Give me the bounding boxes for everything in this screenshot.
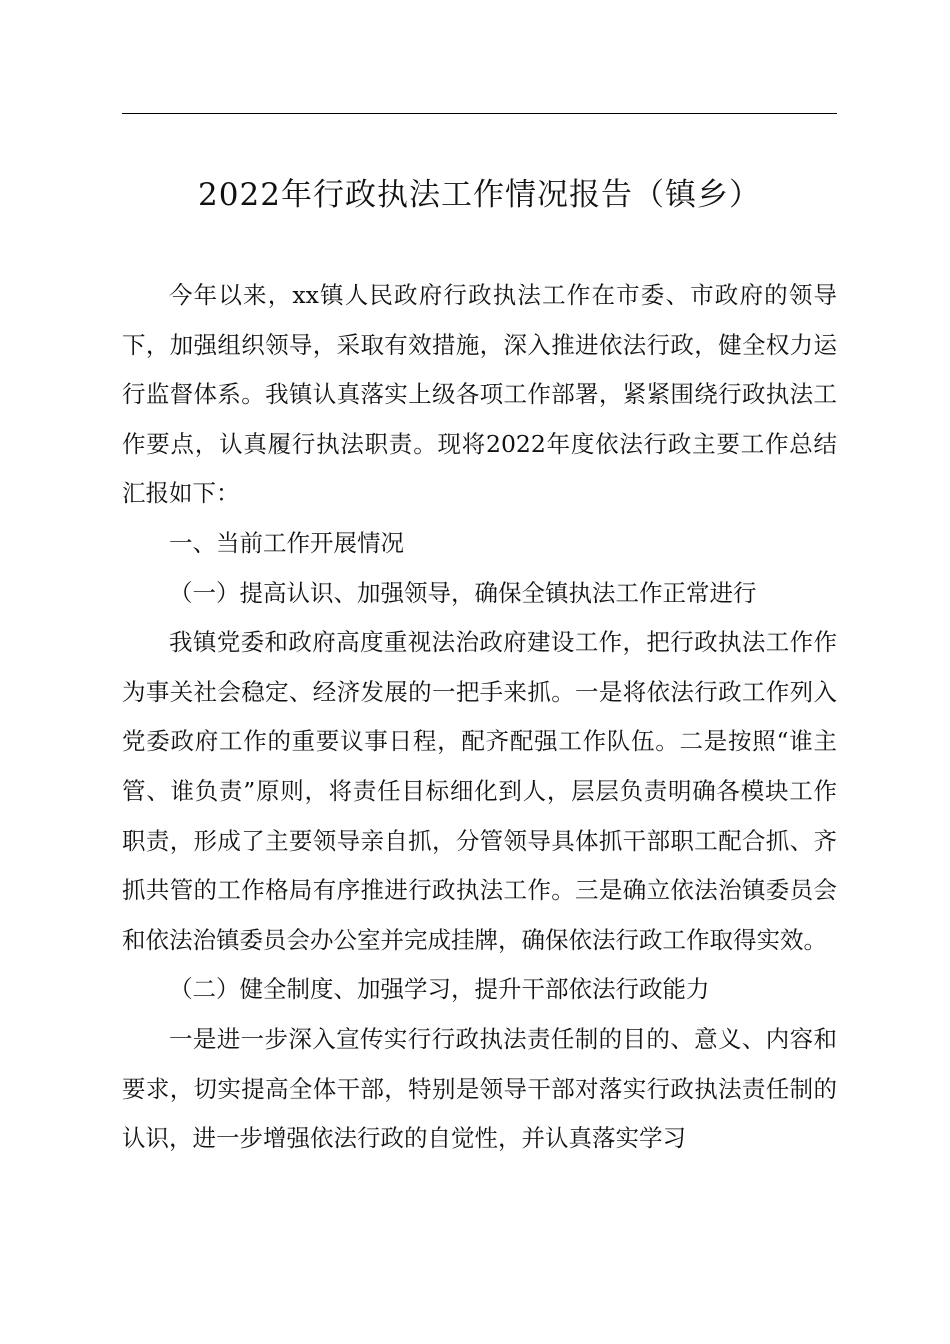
- paragraph-intro: 今年以来，xx镇人民政府行政执法工作在市委、市政府的领导下，加强组织领导，采取有效措施，深入推进依法行政，健全权力运行监督体系。我镇认真落实上级各项工作部署，紧紧围绕行政执法工作要点，认真履行执法职责。现将2022年度依法行政主要工作总结汇报如下：: [122, 281, 837, 508]
- subsection-heading-2: （二）健全制度、加强学习，提升干部依法行政能力: [169, 975, 710, 1004]
- document-body: [122, 271, 837, 1164]
- paragraph-leadership: 我镇党委和政府高度重视法治政府建设工作，把行政执法工作作为事关社会稳定、经济发展的一把手来抓。一是将依法行政工作列入党委政府工作的重要议事日程，配齐配强工作队伍。二是按照“谁主管、谁负责”原则，将责任目标细化到人，层层负责明确各模块工作职责，形成了主要领导亲自抓，分管领导具体抓干部职工配合抓、齐抓共管的工作格局有序推进行政执法工作。三是确立依法治镇委员会和依法治镇委员会办公室并完成挂牌，确保依法行政工作取得实效。: [122, 628, 837, 954]
- document-title: 2022年行政执法工作情况报告（镇乡）: [198, 177, 761, 213]
- header-rule: [122, 113, 837, 114]
- section-heading-1: 一、当前工作开展情况: [169, 528, 404, 557]
- paragraph-study: 一是进一步深入宣传实行行政执法责任制的目的、意义、内容和要求，切实提高全体干部，特别是领导干部对落实行政执法责任制的认识，进一步增强依法行政的自觉性，并认真落实学习: [122, 1024, 837, 1153]
- subsection-heading-1: （一）提高认识、加强领导，确保全镇执法工作正常进行: [169, 578, 757, 607]
